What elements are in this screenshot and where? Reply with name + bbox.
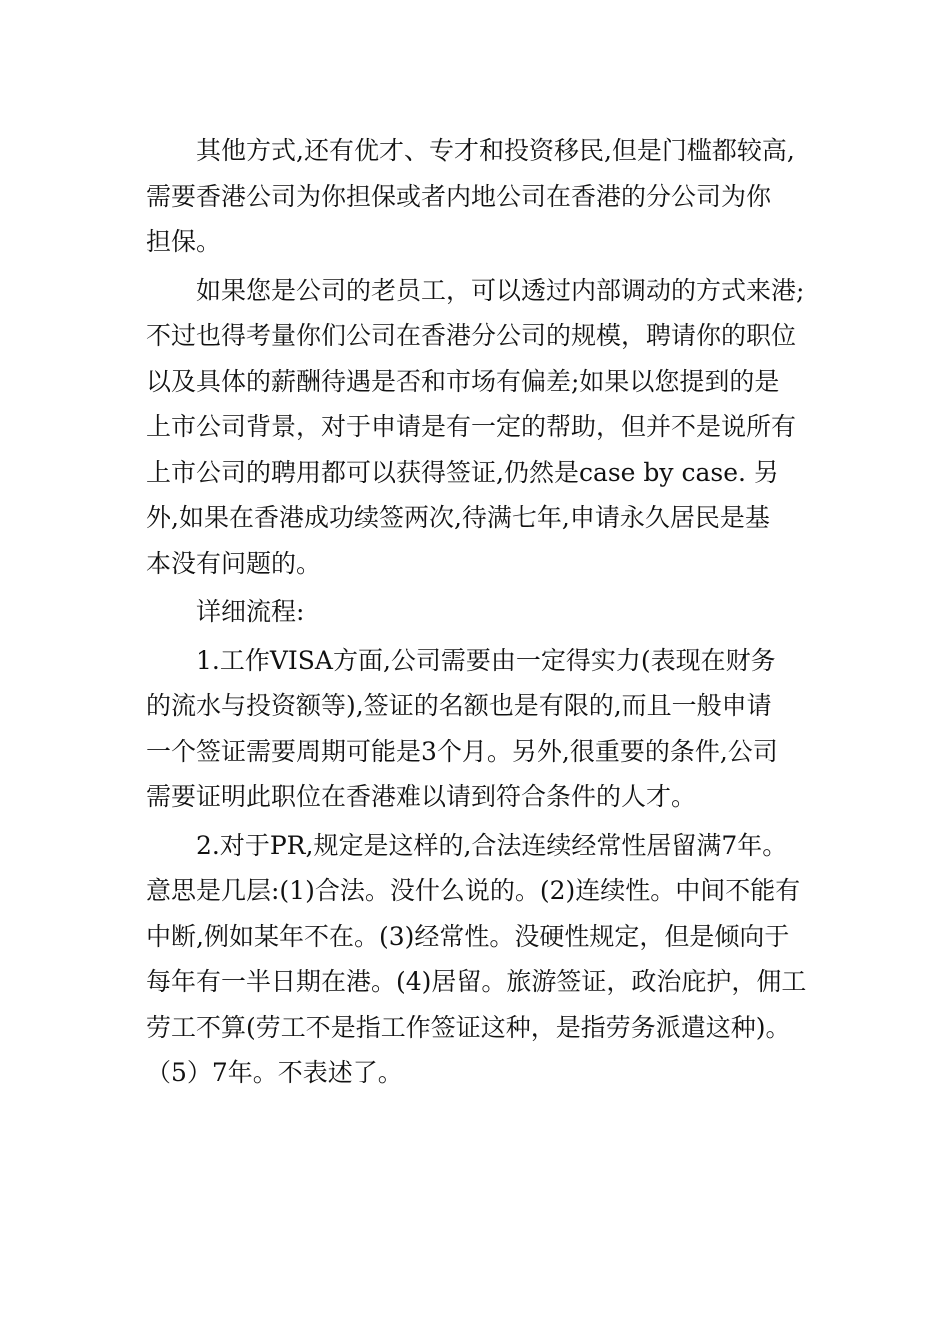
paragraph-internal-transfer [146,268,810,587]
text-line: 意思是几层:(1)合法。没什么说的。(2)连续性。中间不能有 [146,876,801,905]
text-line: 需要香港公司为你担保或者内地公司在香港的分公司为你 [146,181,772,211]
text-line: 本没有问题的。 [146,548,322,578]
text-line: 每年有一半日期在港。(4)居留。旅游签证，政治庇护，佣工 [146,967,807,996]
text-line: 的流水与投资额等),签证的名额也是有限的,而且一般申请 [146,691,772,720]
text-line: 上市公司的聘用都可以获得签证,仍然是case by case. 另 [146,457,779,487]
text-line: 劳工不算(劳工不是指工作签证这种，是指劳务派遣这种)。 [146,1012,791,1042]
text-line: 中断,例如某年不在。(3)经常性。没硬性规定，但是倾向于 [146,921,790,951]
text-line: 1.工作VISA方面,公司需要由一定得实力(表现在财务 [196,645,776,675]
text-line: 如果您是公司的老员工，可以透过内部调动的方式来港; [196,275,805,305]
text-line: 一个签证需要周期可能是3个月。另外,很重要的条件,公司 [146,736,778,766]
text-line: 其他方式,还有优才、专才和投资移民,但是门槛都较高, [196,136,795,165]
paragraph-permanent-residency [146,823,810,1096]
document-body [146,128,810,1099]
text-line: （5）7年。不表述了。 [146,1058,403,1087]
text-line: 担保。 [146,227,222,256]
paragraph-process-heading [146,589,810,635]
text-line: 不过也得考量你们公司在香港分公司的规模，聘请你的职位 [146,321,797,350]
text-line: 2.对于PR,规定是这样的,合法连续经常性居留满7年。 [196,830,788,860]
text-line: 外,如果在香港成功续签两次,待满七年,申请永久居民是基 [146,503,770,532]
text-line: 需要证明此职位在香港难以请到符合条件的人才。 [146,782,697,811]
section-heading: 详细流程: [196,597,305,626]
paragraph-work-visa [146,638,810,820]
text-line: 上市公司背景，对于申请是有一定的帮助，但并不是说所有 [146,412,797,441]
paragraph-other-methods [146,128,810,265]
text-line: 以及具体的薪酬待遇是否和市场有偏差;如果以您提到的是 [146,366,780,396]
